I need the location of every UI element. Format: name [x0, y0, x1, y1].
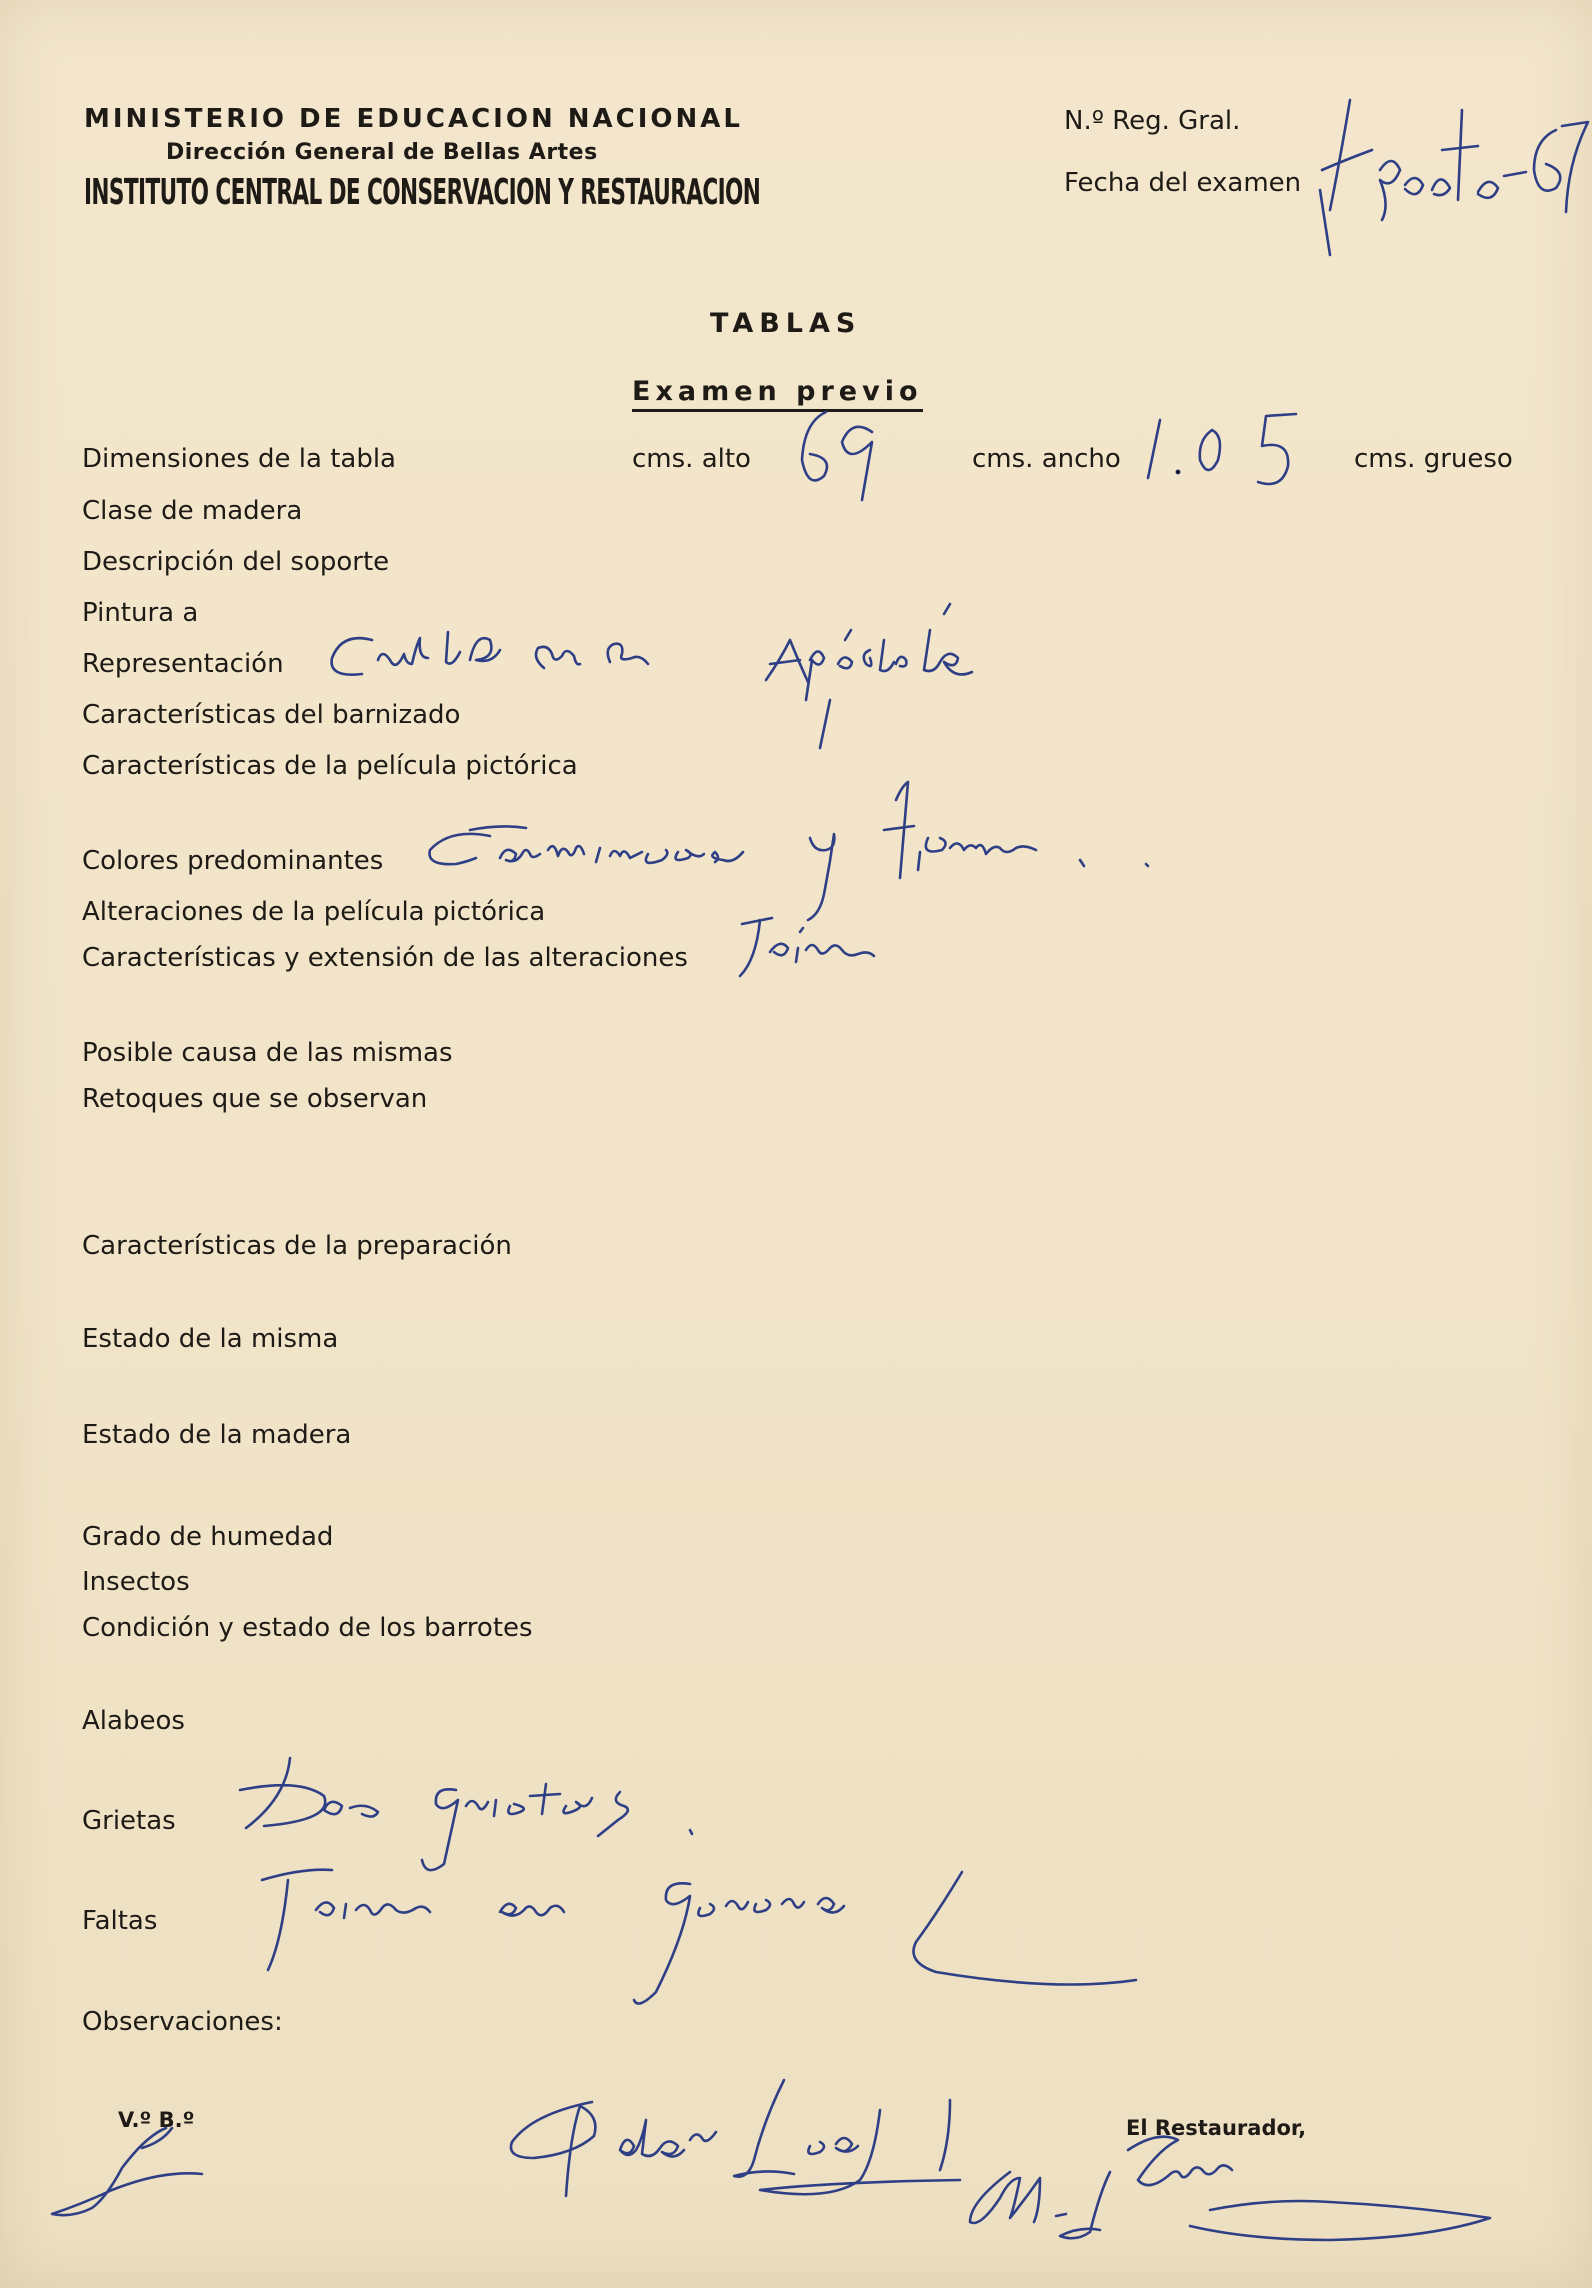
field-label: Retoques que se observan: [82, 1084, 428, 1114]
field-label: Características y extensión de las alteraciones: [82, 943, 688, 973]
handwritten-alto-ink: [802, 412, 872, 500]
handwritten-grietas-ink: [240, 1758, 692, 1870]
handwritten-date-ink: [1320, 100, 1588, 255]
field-label: Alabeos: [82, 1706, 185, 1736]
field-label: Insectos: [82, 1567, 190, 1597]
vb-signature-ink: [52, 2128, 202, 2215]
restaurador-label: El Restaurador,: [1126, 2116, 1307, 2140]
form-title: TABLAS: [710, 308, 862, 339]
handwritten-ancho-ink: [1148, 414, 1296, 484]
ancho-label: cms. ancho: [972, 444, 1121, 474]
field-label: Características del barnizado: [82, 700, 461, 730]
alto-label: cms. alto: [632, 444, 751, 474]
dimensions-label: Dimensiones de la tabla: [82, 444, 396, 474]
field-label: Alteraciones de la película pictórica: [82, 897, 546, 927]
field-label: Faltas: [82, 1906, 158, 1936]
reg-number-label: N.º Reg. Gral.: [1064, 106, 1241, 136]
institute-title: INSTITUTO CENTRAL DE CONSERVACION Y RESTAURACION: [84, 172, 761, 213]
field-label: Observaciones:: [82, 2007, 283, 2037]
handwritten-alteraciones-ink: [740, 918, 874, 976]
field-label: Estado de la madera: [82, 1420, 352, 1450]
field-label: Estado de la misma: [82, 1324, 339, 1354]
field-label: Características de la película pictórica: [82, 751, 578, 781]
grueso-label: cms. grueso: [1354, 444, 1513, 474]
restaurador-signature-ink: [970, 2137, 1490, 2240]
field-label: Condición y estado de los barrotes: [82, 1613, 533, 1643]
field-label: Representación: [82, 649, 284, 679]
direction-subtitle: Dirección General de Bellas Artes: [166, 140, 598, 165]
pilar-leal-signature-ink: [511, 2080, 960, 2196]
ministry-title: MINISTERIO DE EDUCACION NACIONAL: [84, 104, 743, 134]
vb-label: V.º B.º: [118, 2108, 195, 2132]
exam-date-label: Fecha del examen: [1064, 168, 1302, 198]
field-label: Clase de madera: [82, 496, 303, 526]
handwritten-faltas-ink: [262, 1870, 1136, 2004]
field-label: Pintura a: [82, 598, 199, 628]
field-label: Colores predominantes: [82, 846, 384, 876]
field-label: Grietas: [82, 1806, 176, 1836]
field-label: Grado de humedad: [82, 1522, 334, 1552]
field-label: Características de la preparación: [82, 1231, 512, 1261]
form-subtitle: Examen previo: [632, 376, 923, 412]
field-label: Descripción del soporte: [82, 547, 390, 577]
field-label: Posible causa de las mismas: [82, 1038, 453, 1068]
